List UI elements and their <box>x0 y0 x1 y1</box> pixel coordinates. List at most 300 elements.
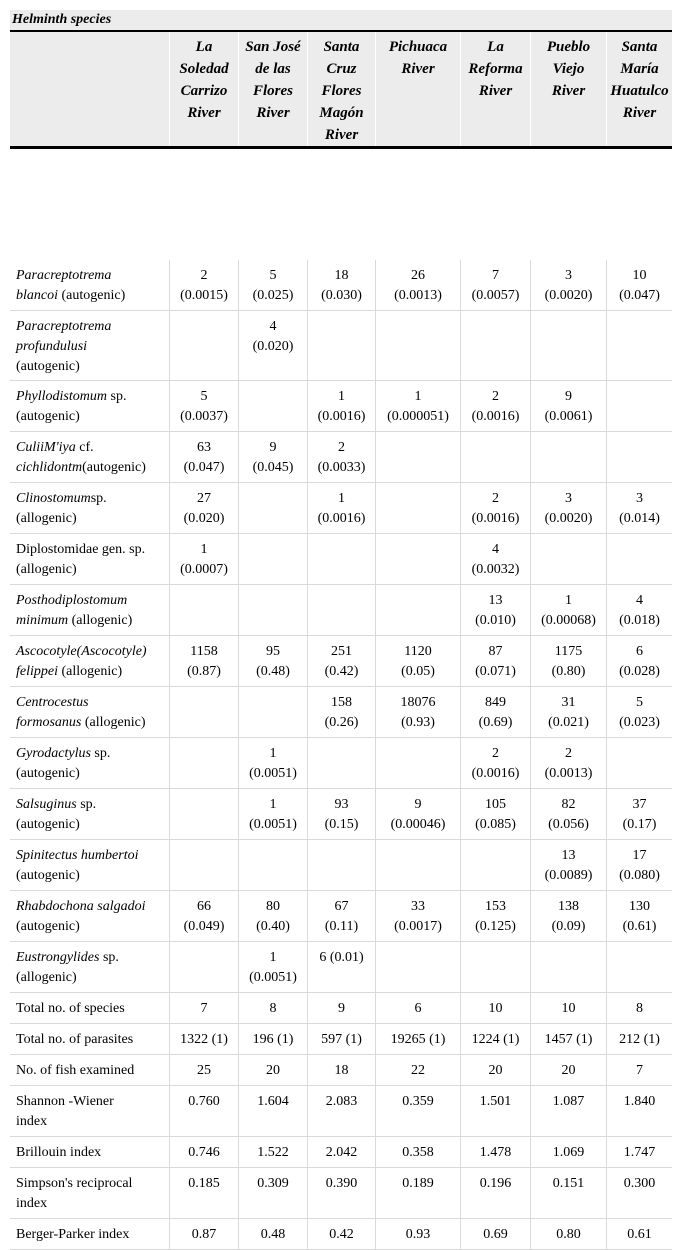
table-cell <box>308 942 376 993</box>
cell-value: 1175 <box>554 644 583 659</box>
table-cell <box>531 1024 607 1055</box>
table-cell <box>170 432 239 483</box>
table-row <box>10 1055 672 1086</box>
table-cell <box>239 1024 308 1055</box>
table-cell <box>531 1137 607 1168</box>
cell-value: 2 <box>492 389 499 404</box>
row-label-text: minimum <box>16 613 69 628</box>
table-row <box>10 840 672 891</box>
cell-value: 0.196 <box>479 1176 512 1191</box>
column-header-line: Magón <box>319 105 364 121</box>
table-row <box>10 993 672 1024</box>
cell-value: (0.085) <box>475 817 516 832</box>
table-cell <box>607 1137 672 1168</box>
row-label-text: (allogenic) <box>16 970 77 985</box>
cell-value: 9 <box>338 1001 345 1016</box>
cell-value: 3 <box>565 491 572 506</box>
table-cell <box>607 738 672 789</box>
cell-value: (0.26) <box>324 715 359 730</box>
table-cell <box>239 1137 308 1168</box>
row-label-text: Simpson's reciprocal <box>16 1176 133 1191</box>
table-cell <box>170 1219 239 1250</box>
table-cell <box>531 585 607 636</box>
row-label-text: cf. <box>75 440 94 455</box>
header-row <box>10 32 672 146</box>
table-row <box>10 789 672 840</box>
cell-value: (0.023) <box>619 715 660 730</box>
cell-value: 80 <box>266 899 280 914</box>
cell-value: 0.300 <box>623 1176 656 1191</box>
cell-value: 63 <box>197 440 211 455</box>
row-label <box>10 260 170 311</box>
cell-value: (0.0037) <box>180 409 228 424</box>
cell-value: 66 <box>197 899 211 914</box>
cell-value: 1120 <box>404 644 432 659</box>
row-label-text: Berger-Parker index <box>16 1227 130 1242</box>
table-cell <box>461 1137 531 1168</box>
cell-value: 0.42 <box>329 1227 354 1242</box>
cell-value: (0.0016) <box>317 511 366 526</box>
cell-value: (0.0016) <box>317 409 366 424</box>
cell-value: 1 <box>269 746 277 761</box>
header-corner <box>10 32 170 146</box>
table-row <box>10 1086 672 1137</box>
table-cell <box>461 585 531 636</box>
cell-value: 251 <box>331 644 352 659</box>
table-cell <box>170 1168 239 1219</box>
row-label-text: Clinostomum <box>16 491 91 506</box>
table-cell <box>531 636 607 687</box>
cell-value: (0.09) <box>551 919 586 934</box>
table-cell <box>170 311 239 381</box>
column-header <box>239 32 308 146</box>
table-row <box>10 687 672 738</box>
table-cell <box>376 260 461 311</box>
table-row <box>10 636 672 687</box>
cell-value: (0.030) <box>321 288 362 303</box>
table-cell <box>607 993 672 1024</box>
cell-value: 196 (1) <box>252 1032 294 1047</box>
table-cell <box>308 1086 376 1137</box>
row-label <box>10 636 170 687</box>
cell-value: 2 <box>338 440 345 455</box>
cell-value: 27 <box>197 491 211 506</box>
table-cell <box>376 738 461 789</box>
column-header-line: Viejo <box>552 61 585 77</box>
column-header-line: Huatulco <box>610 83 669 99</box>
table-cell <box>376 687 461 738</box>
row-label-text: (allogenic) <box>68 613 133 628</box>
table-cell <box>308 585 376 636</box>
cell-value: 67 <box>334 899 349 914</box>
table-cell <box>607 381 672 432</box>
cell-value: 0.309 <box>257 1176 289 1191</box>
table-cell <box>239 585 308 636</box>
table-cell <box>376 1086 461 1137</box>
table-row <box>10 1137 672 1168</box>
cell-value: 4 <box>492 542 499 557</box>
table-cell <box>461 1024 531 1055</box>
table-cell <box>376 483 461 534</box>
table-cell <box>376 840 461 891</box>
table-cell <box>308 789 376 840</box>
table-cell <box>461 789 531 840</box>
cell-value: (0.056) <box>548 817 589 832</box>
table-cell <box>308 260 376 311</box>
cell-value: 1.087 <box>552 1094 585 1109</box>
cell-value: (0.15) <box>324 817 359 832</box>
table-cell <box>531 1219 607 1250</box>
row-label-text: (allogenic) <box>58 664 123 679</box>
table-cell <box>461 891 531 942</box>
column-header <box>607 32 672 146</box>
table-cell <box>607 789 672 840</box>
table-cell <box>239 1219 308 1250</box>
table-cell <box>531 1086 607 1137</box>
table-cell <box>531 381 607 432</box>
table-cell <box>170 942 239 993</box>
row-label-text: CuliiM'iya <box>16 440 76 455</box>
cell-value: 2.083 <box>325 1094 358 1109</box>
table-cell <box>376 381 461 432</box>
table-container <box>10 10 672 1250</box>
table-cell <box>239 432 308 483</box>
table-cell <box>376 311 461 381</box>
column-header-line: de las <box>255 61 291 77</box>
cell-value: 2.042 <box>325 1145 358 1160</box>
table-cell <box>607 585 672 636</box>
table-row <box>10 1168 672 1219</box>
cell-value: 0.61 <box>627 1227 652 1242</box>
column-header-line: River <box>324 127 359 143</box>
cell-value: (0.0020) <box>544 511 593 526</box>
table-cell <box>461 738 531 789</box>
cell-value: 1 <box>414 389 422 404</box>
row-label <box>10 381 170 432</box>
table-cell <box>531 840 607 891</box>
table-cell <box>308 687 376 738</box>
table-cell <box>461 381 531 432</box>
cell-value: 3 <box>636 491 643 506</box>
row-label-text: Spinitectus humbertoi <box>16 848 139 863</box>
cell-value: 1 <box>200 542 208 557</box>
cell-value: (0.40) <box>256 919 290 934</box>
cell-value: 6 (0.01) <box>319 950 364 965</box>
cell-value: (0.0016) <box>471 511 520 526</box>
table-cell <box>308 636 376 687</box>
row-label-text: sp. <box>90 746 111 761</box>
table-cell <box>376 585 461 636</box>
table-cell <box>308 432 376 483</box>
table-cell <box>376 891 461 942</box>
table-cell <box>376 789 461 840</box>
row-label-text: Ascocotyle(Ascocotyle) <box>16 644 147 659</box>
table-cell <box>607 942 672 993</box>
cell-value: (0.020) <box>252 339 294 354</box>
column-header-line: Santa <box>323 39 360 55</box>
table-cell <box>170 1024 239 1055</box>
table-row <box>10 891 672 942</box>
row-label <box>10 1024 170 1055</box>
column-header-line: María <box>620 61 659 77</box>
cell-value: 37 <box>632 797 647 812</box>
table-cell <box>461 840 531 891</box>
row-label-text: (allogenic) <box>81 715 146 730</box>
table-cell <box>376 636 461 687</box>
cell-value: 0.185 <box>188 1176 220 1191</box>
cell-value: 10 <box>488 1001 503 1016</box>
cell-value: 93 <box>334 797 349 812</box>
table-cell <box>461 534 531 585</box>
cell-value: (0.0013) <box>394 288 442 303</box>
cell-value: 4 <box>269 319 277 334</box>
column-header-line: Cruz <box>326 61 357 77</box>
cell-value: (0.080) <box>619 868 660 883</box>
table-cell <box>308 311 376 381</box>
cell-value: 1.747 <box>623 1145 656 1160</box>
table-cell <box>170 636 239 687</box>
cell-value: (0.05) <box>401 664 435 679</box>
table-cell <box>170 534 239 585</box>
column-header <box>170 32 239 146</box>
cell-value: 1.069 <box>552 1145 585 1160</box>
cell-value: 0.189 <box>402 1176 434 1191</box>
table-cell <box>461 1086 531 1137</box>
table-cell <box>461 687 531 738</box>
cell-value: 6 <box>636 644 643 659</box>
table-cell <box>308 1137 376 1168</box>
cell-value: 5 <box>636 695 643 710</box>
cell-value: (0.0007) <box>180 562 228 577</box>
table-cell <box>170 738 239 789</box>
table-cell <box>607 687 672 738</box>
cell-value: 1158 <box>190 644 218 659</box>
table-cell <box>239 483 308 534</box>
table-cell <box>170 260 239 311</box>
table-cell <box>170 993 239 1024</box>
cell-value: (0.0017) <box>394 919 442 934</box>
row-label-text: (autogenic) <box>16 359 80 374</box>
table-cell <box>170 1086 239 1137</box>
table-cell <box>170 1055 239 1086</box>
table-cell <box>376 432 461 483</box>
column-header <box>376 32 461 146</box>
cell-value: 212 (1) <box>619 1032 660 1047</box>
column-header-line: River <box>551 83 586 99</box>
row-label-text: Brillouin index <box>16 1145 102 1160</box>
table-row <box>10 942 672 993</box>
table-row <box>10 585 672 636</box>
column-header-line: River <box>622 105 657 121</box>
row-label-text: index <box>16 1196 48 1211</box>
cell-value: 9 <box>414 797 422 812</box>
column-header-line: Reforma <box>468 61 523 77</box>
cell-value: 1.478 <box>479 1145 512 1160</box>
cell-value: (0.0057) <box>471 288 520 303</box>
table-cell <box>170 585 239 636</box>
column-header-line: Pueblo <box>546 39 591 55</box>
row-label-text: (autogenic) <box>16 409 80 424</box>
cell-value: 25 <box>197 1063 211 1078</box>
table-cell <box>308 891 376 942</box>
cell-value: 1 <box>269 797 277 812</box>
column-header-line: Soledad <box>179 61 229 77</box>
row-label <box>10 534 170 585</box>
table-cell <box>308 1168 376 1219</box>
table-row <box>10 738 672 789</box>
cell-value: (0.93) <box>401 715 435 730</box>
row-label <box>10 1137 170 1168</box>
table-cell <box>239 993 308 1024</box>
table-cell <box>461 993 531 1024</box>
table-cell <box>170 891 239 942</box>
table-cell <box>531 1168 607 1219</box>
cell-value: 20 <box>266 1063 280 1078</box>
cell-value: (0.0089) <box>544 868 593 883</box>
cell-value: 1457 (1) <box>544 1032 593 1047</box>
cell-value: 1 <box>565 593 572 608</box>
row-label-text: sp. <box>99 950 119 965</box>
cell-value: (0.87) <box>187 664 221 679</box>
cell-value: 1224 (1) <box>471 1032 520 1047</box>
row-label <box>10 942 170 993</box>
cell-value: 17 <box>632 848 647 863</box>
column-header-line: La <box>195 39 213 55</box>
row-label <box>10 687 170 738</box>
cell-value: 1 <box>338 491 345 506</box>
table-cell <box>376 942 461 993</box>
cell-value: 0.359 <box>402 1094 434 1109</box>
cell-value: (0.0051) <box>249 817 297 832</box>
table-cell <box>531 534 607 585</box>
row-label-text: Total no. of species <box>16 1001 125 1016</box>
cell-value: (0.0016) <box>471 409 520 424</box>
table-row <box>10 260 672 311</box>
cell-value: (0.125) <box>475 919 516 934</box>
row-label-text: (autogenic) <box>16 817 80 832</box>
table-cell <box>607 1219 672 1250</box>
table-cell <box>170 381 239 432</box>
table-cell <box>461 1055 531 1086</box>
table-cell <box>308 483 376 534</box>
cell-value: (0.020) <box>183 511 225 526</box>
row-label-text: sp. <box>76 797 97 812</box>
row-label-text: (autogenic) <box>16 919 80 934</box>
table-cell <box>531 1055 607 1086</box>
row-label <box>10 483 170 534</box>
cell-value: (0.69) <box>478 715 513 730</box>
cell-value: (0.42) <box>324 664 359 679</box>
row-label-text: profundulusi <box>16 339 88 354</box>
table-cell <box>531 738 607 789</box>
cell-value: 105 <box>485 797 506 812</box>
row-label-text: (autogenic) <box>16 766 80 781</box>
cell-value: 31 <box>561 695 576 710</box>
table-cell <box>376 534 461 585</box>
column-header-line: River <box>187 105 221 121</box>
row-label-text: Centrocestus <box>16 695 89 710</box>
row-label <box>10 891 170 942</box>
table-cell <box>239 381 308 432</box>
cell-value: 13 <box>561 848 576 863</box>
cell-value: 7 <box>200 1001 208 1016</box>
table-row <box>10 534 672 585</box>
cell-value: (0.00068) <box>541 613 596 628</box>
cell-value: 0.760 <box>188 1094 220 1109</box>
cell-value: 7 <box>492 268 499 283</box>
table-cell <box>308 993 376 1024</box>
cell-value: 10 <box>561 1001 576 1016</box>
cell-value: 8 <box>269 1001 277 1016</box>
column-header-line: Flores <box>321 83 362 99</box>
row-label <box>10 1168 170 1219</box>
row-label <box>10 311 170 381</box>
row-label-text: Paracreptotrema <box>16 319 112 334</box>
cell-value: 849 <box>485 695 506 710</box>
cell-value: 19265 (1) <box>390 1032 446 1047</box>
row-label <box>10 1219 170 1250</box>
cell-value: (0.025) <box>252 288 294 303</box>
cell-value: 1.522 <box>257 1145 289 1160</box>
table-cell <box>170 483 239 534</box>
table-cell <box>607 1024 672 1055</box>
cell-value: 0.151 <box>552 1176 585 1191</box>
cell-value: 13 <box>488 593 503 608</box>
table-cell <box>461 260 531 311</box>
table-cell <box>607 1168 672 1219</box>
column-header-line: River <box>401 61 435 77</box>
table-cell <box>308 381 376 432</box>
table-cell <box>239 636 308 687</box>
column-header-line: Pichuaca <box>388 39 448 55</box>
cell-value: (0.0051) <box>249 970 297 985</box>
cell-value: 5 <box>200 389 208 404</box>
table-cell <box>170 789 239 840</box>
row-label-text: Total no. of parasites <box>16 1032 134 1047</box>
cell-value: 0.746 <box>188 1145 220 1160</box>
row-label-text: Diplostomidae gen. sp. <box>16 542 146 557</box>
table-cell <box>461 483 531 534</box>
column-header-line: La <box>487 39 504 55</box>
row-label <box>10 1055 170 1086</box>
row-label-text: Phyllodistomum <box>16 389 107 404</box>
cell-value: (0.021) <box>548 715 589 730</box>
cell-value: 22 <box>411 1063 425 1078</box>
cell-value: 0.80 <box>556 1227 581 1242</box>
table-cell <box>239 1086 308 1137</box>
table-cell <box>531 891 607 942</box>
cell-value: 2 <box>492 491 499 506</box>
table-cell <box>239 1055 308 1086</box>
table-cell <box>376 1219 461 1250</box>
cell-value: 2 <box>492 746 499 761</box>
table-cell <box>607 260 672 311</box>
cell-value: 1 <box>338 389 345 404</box>
row-label-text: index <box>16 1114 48 1129</box>
cell-value: 95 <box>266 644 280 659</box>
table-cell <box>461 1168 531 1219</box>
cell-value: (0.0051) <box>249 766 297 781</box>
cell-value: 9 <box>565 389 572 404</box>
cell-value: (0.0033) <box>317 460 366 475</box>
cell-value: (0.0020) <box>544 288 593 303</box>
cell-value: 130 <box>629 899 650 914</box>
cell-value: (0.028) <box>619 664 660 679</box>
table-cell <box>170 840 239 891</box>
cell-value: 0.93 <box>405 1227 431 1242</box>
row-label <box>10 432 170 483</box>
table-cell <box>170 687 239 738</box>
